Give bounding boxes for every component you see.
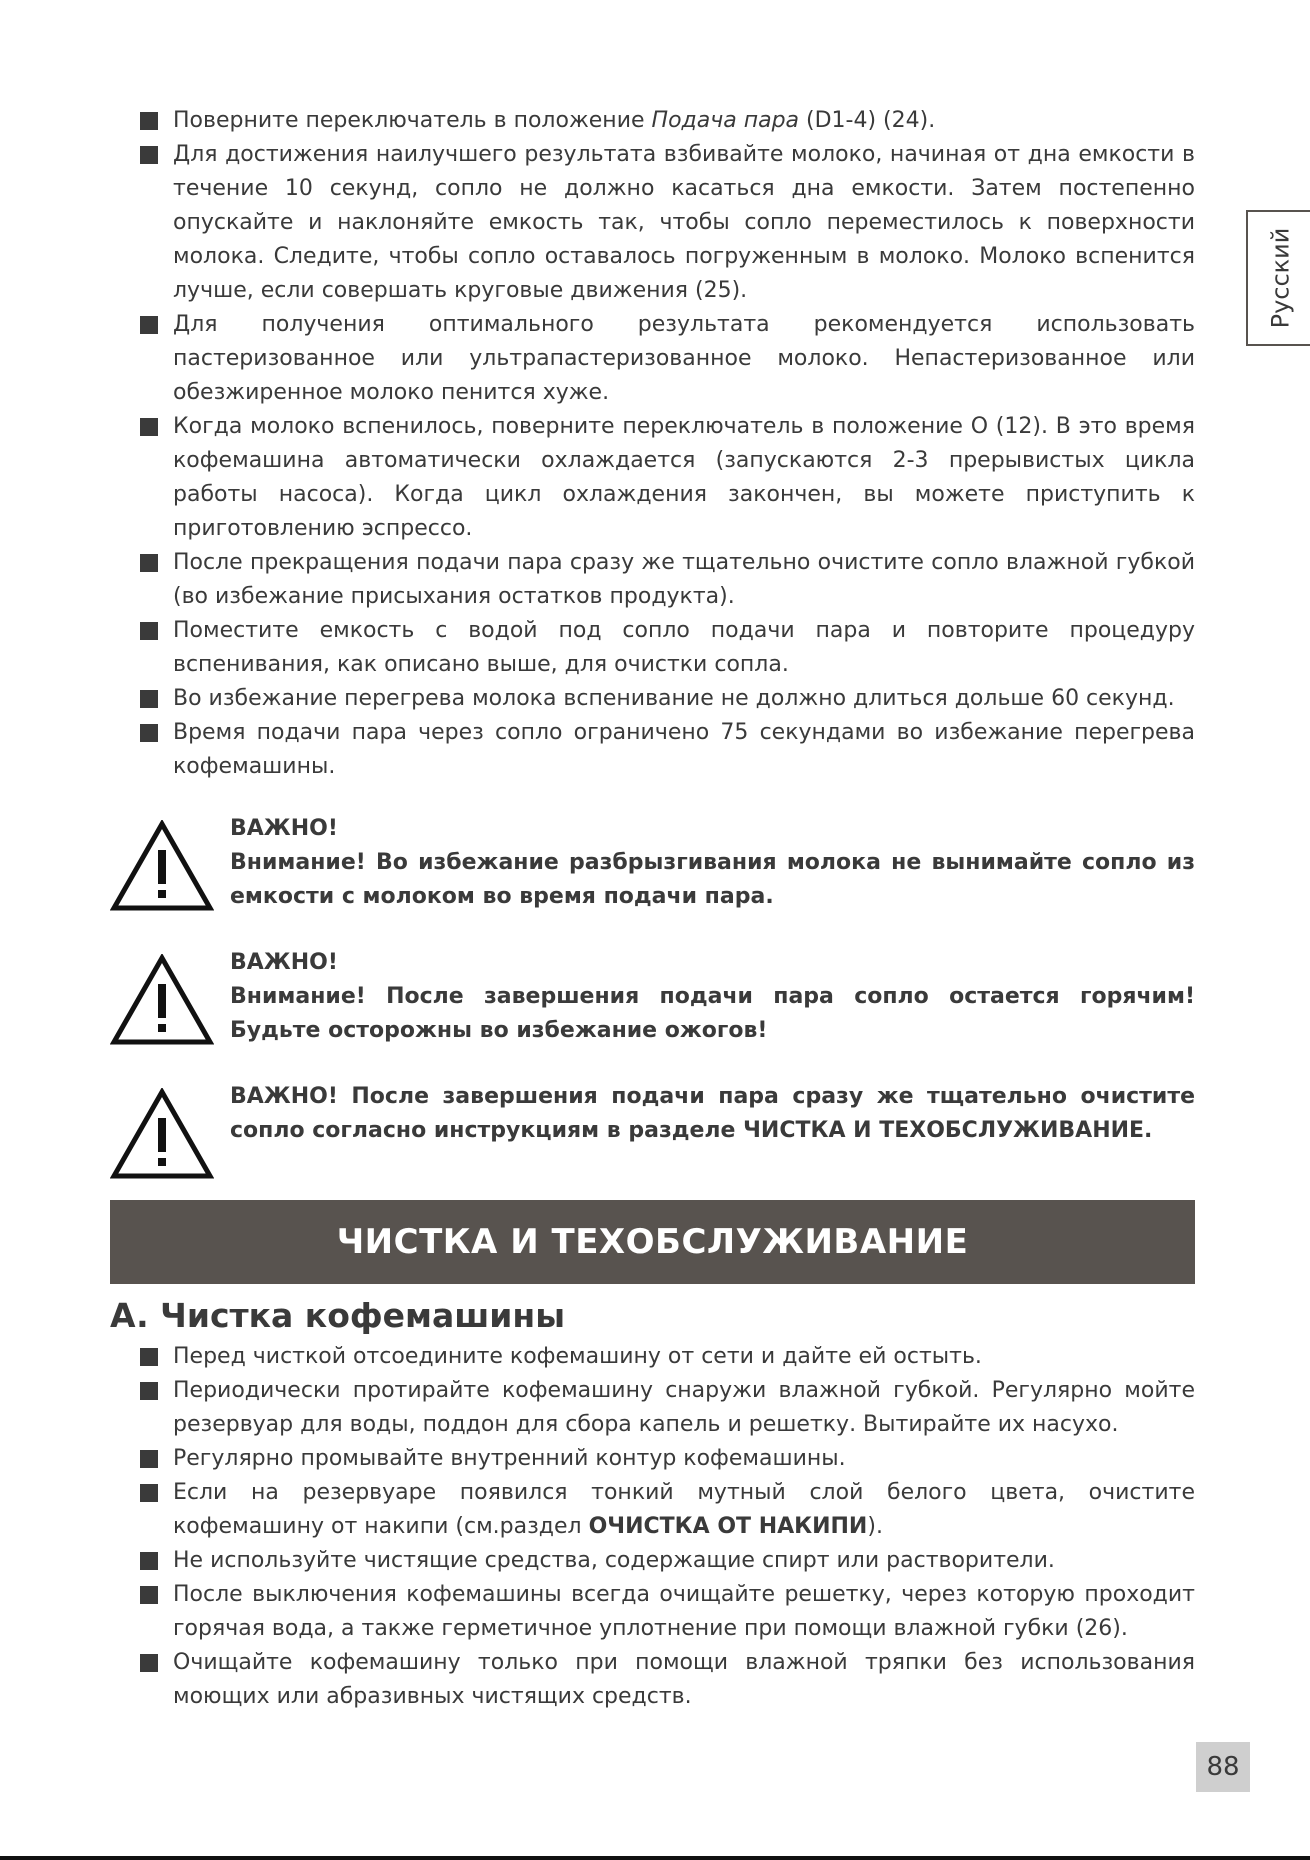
cleaning-instructions-list — [140, 1340, 1195, 1714]
bullet-square-icon — [140, 1348, 158, 1366]
italic-term: Подача пара — [651, 108, 800, 133]
list-item: Для получения оптимального результата рекомендуется использовать пастеризованное или ультрапастеризованное молоко. Непастеризованное или обезжиренное молоко пенится хуже. — [140, 308, 1195, 410]
language-tab-label: Русский — [1266, 227, 1295, 329]
warning-body: Внимание! Во избежание разбрызгивания молока не вынимайте сопло из емкости с молоком во время подачи пара. — [230, 850, 1195, 909]
list-item: Очищайте кофемашину только при помощи влажной тряпки без использования моющих или абразивных чистящих средств. — [140, 1646, 1195, 1714]
warning-triangle-icon — [110, 1088, 214, 1180]
list-item: После прекращения подачи пара сразу же тщательно очистите сопло влажной губкой (во избежание присыхания остатков продукта). — [140, 546, 1195, 614]
warning-title: ВАЖНО! — [230, 816, 338, 841]
bullet-square-icon — [140, 112, 158, 130]
bullet-square-icon — [140, 1484, 158, 1502]
bullet-square-icon — [140, 316, 158, 334]
list-item: После выключения кофемашины всегда очищайте решетку, через которую проходит горячая вода, а также герметичное уплотнение при помощи влажной губки (26). — [140, 1578, 1195, 1646]
list-item: Не используйте чистящие средства, содержащие спирт или растворители. — [140, 1544, 1195, 1578]
warning-block — [140, 1080, 1195, 1202]
list-item: Время подачи пара через сопло ограничено 75 секундами во избежание перегрева кофемашины. — [140, 716, 1195, 784]
bullet-square-icon — [140, 1552, 158, 1570]
warning-block — [140, 946, 1195, 1068]
bullet-square-icon — [140, 622, 158, 640]
warning-triangle-icon — [110, 954, 214, 1046]
warning-block — [140, 812, 1195, 934]
bullet-square-icon — [140, 1586, 158, 1604]
footer-divider — [0, 1856, 1310, 1860]
bold-reference: ОЧИСТКА ОТ НАКИПИ — [588, 1514, 868, 1539]
list-item: Если на резервуаре появился тонкий мутный слой белого цвета, очистите кофемашину от накипи (см.раздел ОЧИСТКА ОТ НАКИПИ). — [140, 1476, 1195, 1544]
language-tab — [1246, 210, 1310, 346]
list-item: Поверните переключатель в положение Подача пара (D1-4) (24). — [140, 104, 1195, 138]
list-item: Во избежание перегрева молока вспенивание не должно длиться дольше 60 секунд. — [140, 682, 1195, 716]
warning-title: ВАЖНО! — [230, 950, 338, 975]
main-content — [140, 104, 1195, 1214]
list-item: Когда молоко вспенилось, поверните переключатель в положение O (12). В это время кофемашина автоматически охлаждается (запускаются 2-3 прерывистых цикла работы насоса). Когда цикл охлаждения закончен, вы можете приступить к приготовлению эспрессо. — [140, 410, 1195, 546]
warning-text — [230, 946, 1195, 1048]
warning-text — [230, 1080, 1195, 1148]
bullet-square-icon — [140, 146, 158, 164]
warning-body: Внимание! После завершения подачи пара сопло остается горячим! Будьте осторожны во избежание ожогов! — [230, 984, 1195, 1043]
cleaning-section — [140, 1340, 1195, 1714]
list-item: Регулярно промывайте внутренний контур кофемашины. — [140, 1442, 1195, 1476]
list-item: Для достижения наилучшего результата взбивайте молоко, начиная от дна емкости в течение 10 секунд, сопло не должно касаться дна емкости. Затем постепенно опускайте и наклоняйте емкость так, чтобы сопло переместилось к поверхности молока. Следите, чтобы сопло оставалось погруженным в молоко. Молоко вспенится лучше, если совершать круговые движения (25). — [140, 138, 1195, 308]
list-item: Поместите емкость с водой под сопло подачи пара и повторите процедуру вспенивания, как описано выше, для очистки сопла. — [140, 614, 1195, 682]
page-number: 88 — [1196, 1742, 1250, 1792]
warning-triangle-icon — [110, 820, 214, 912]
bullet-square-icon — [140, 1450, 158, 1468]
bullet-square-icon — [140, 554, 158, 572]
bullet-square-icon — [140, 724, 158, 742]
bullet-square-icon — [140, 1382, 158, 1400]
list-item: Перед чисткой отсоедините кофемашину от сети и дайте ей остыть. — [140, 1340, 1195, 1374]
bullet-square-icon — [140, 418, 158, 436]
bullet-square-icon — [140, 690, 158, 708]
section-header-bar — [110, 1200, 1195, 1284]
subsection-title: A. Чистка кофемашины — [110, 1296, 566, 1335]
list-item: Периодически протирайте кофемашину снаружи влажной губкой. Регулярно мойте резервуар для воды, поддон для сбора капель и решетку. Вытирайте их насухо. — [140, 1374, 1195, 1442]
bullet-square-icon — [140, 1654, 158, 1672]
section-title: ЧИСТКА И ТЕХОБСЛУЖИВАНИЕ — [336, 1222, 969, 1262]
steam-instructions-list — [140, 104, 1195, 784]
warning-body: ВАЖНО! После завершения подачи пара сразу же тщательно очистите сопло согласно инструкциям в разделе ЧИСТКА И ТЕХОБСЛУЖИВАНИЕ. — [230, 1084, 1195, 1143]
warning-text — [230, 812, 1195, 914]
